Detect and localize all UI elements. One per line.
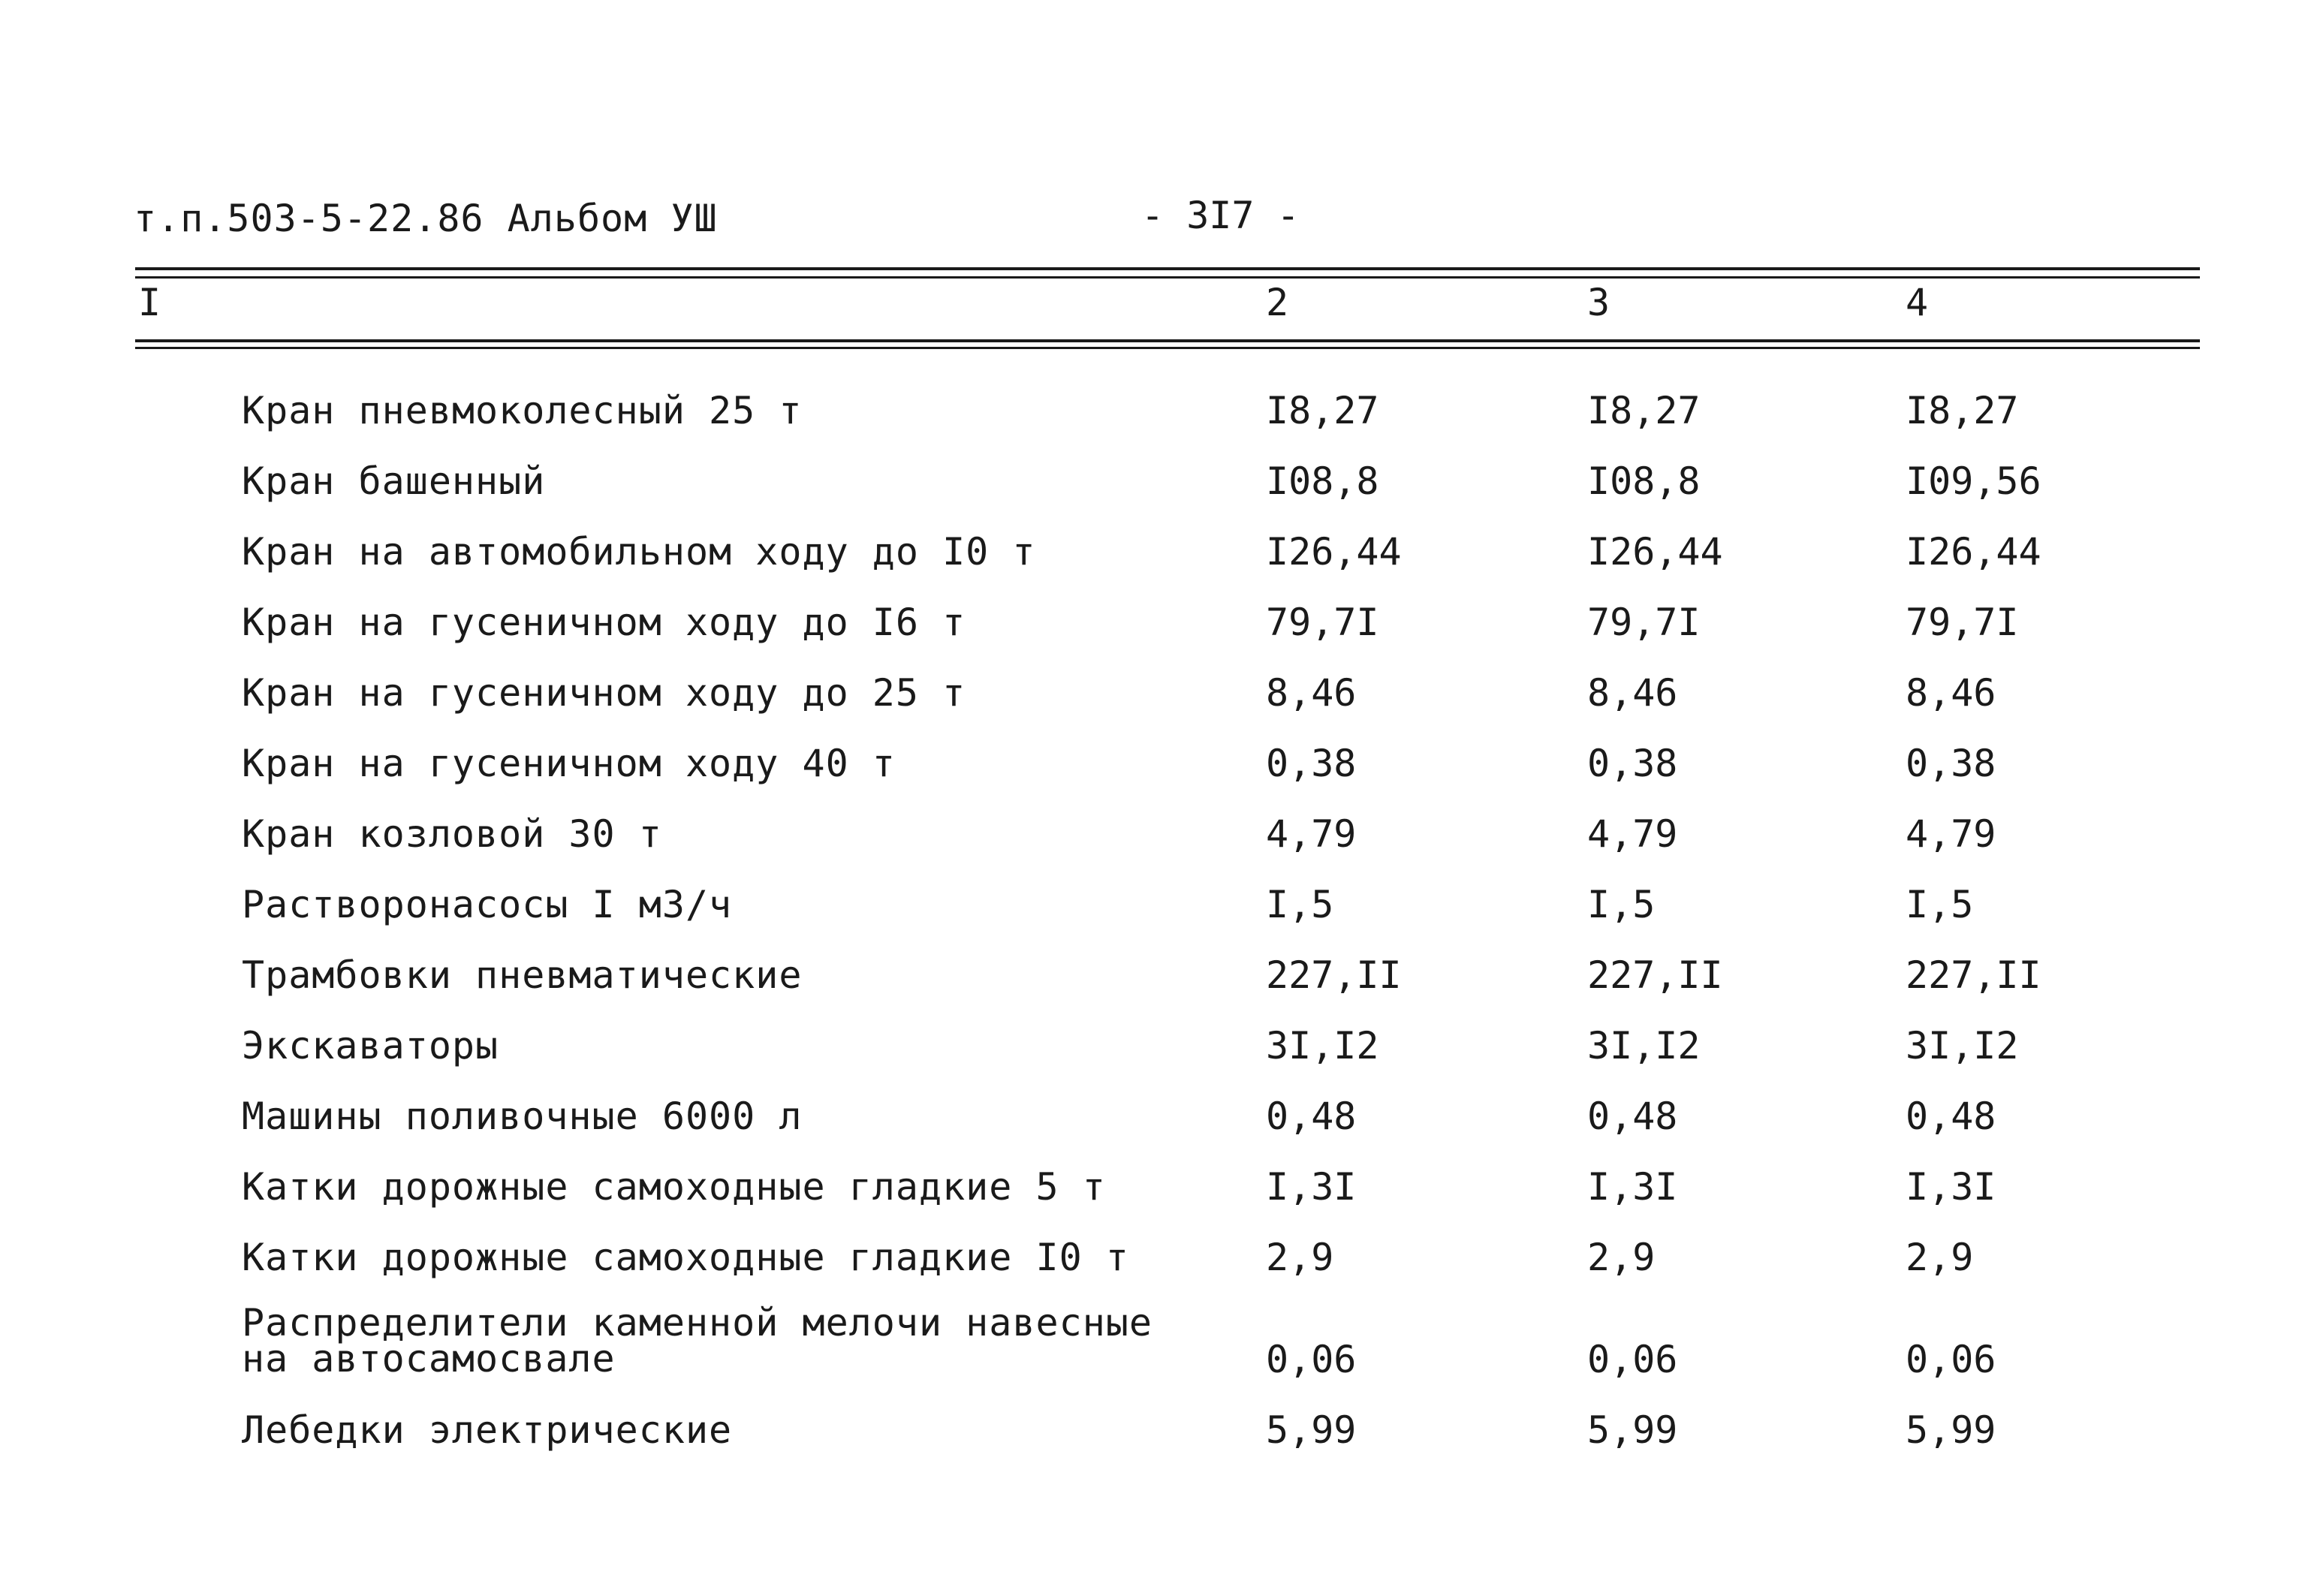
value-col-4: 0,48	[1906, 1095, 1996, 1138]
value-col-4: 79,7I	[1906, 601, 2019, 644]
value-col-4: 0,06	[1906, 1338, 1996, 1381]
equipment-name: Катки дорожные самоходные гладкие 5 т	[242, 1165, 1106, 1209]
equipment-name: Лебедки электрические	[242, 1408, 733, 1452]
value-col-2: 5,99	[1266, 1408, 1357, 1452]
value-col-2: 4,79	[1266, 812, 1357, 856]
value-col-3: I8,27	[1587, 389, 1701, 432]
value-col-3: I,5	[1587, 883, 1656, 926]
column-header-1: I	[138, 281, 161, 324]
value-col-2: 8,46	[1266, 671, 1357, 715]
value-col-3: 0,06	[1587, 1338, 1678, 1381]
value-col-4: 0,38	[1906, 742, 1996, 785]
value-col-2: 79,7I	[1266, 601, 1379, 644]
value-col-3: 5,99	[1587, 1408, 1678, 1452]
value-col-3: I08,8	[1587, 459, 1701, 503]
value-col-2: 227,II	[1266, 953, 1402, 997]
value-col-3: 2,9	[1587, 1236, 1656, 1279]
value-col-4: I8,27	[1906, 389, 2019, 432]
equipment-name: Кран на гусеничном ходу 40 т	[242, 742, 896, 785]
value-col-4: 5,99	[1906, 1408, 1996, 1452]
value-col-4: 3I,I2	[1906, 1024, 2019, 1068]
equipment-name: Кран башенный	[242, 459, 546, 503]
header-bottom-rule	[135, 339, 2200, 342]
value-col-2: I,3I	[1266, 1165, 1357, 1209]
value-col-3: 3I,I2	[1587, 1024, 1701, 1068]
value-col-2: 3I,I2	[1266, 1024, 1379, 1068]
value-col-4: I09,56	[1906, 459, 2041, 503]
value-col-2: I,5	[1266, 883, 1334, 926]
value-col-3: 79,7I	[1587, 601, 1701, 644]
equipment-name: Машины поливочные 6000 л	[242, 1095, 803, 1138]
column-header-2: 2	[1266, 281, 1289, 324]
column-header-4: 4	[1906, 281, 1929, 324]
value-col-3: 0,38	[1587, 742, 1678, 785]
value-col-4: 8,46	[1906, 671, 1996, 715]
value-col-3: 8,46	[1587, 671, 1678, 715]
value-col-3: I,3I	[1587, 1165, 1678, 1209]
value-col-2: I8,27	[1266, 389, 1379, 432]
equipment-name-line-2: на автосамосвале	[242, 1337, 616, 1381]
equipment-name-line-1: Распределители каменной мелочи навесные	[242, 1301, 1152, 1345]
value-col-4: I26,44	[1906, 530, 2041, 574]
value-col-4: 2,9	[1906, 1236, 1974, 1279]
value-col-3: 227,II	[1587, 953, 1723, 997]
equipment-name: Экскаваторы	[242, 1024, 499, 1068]
value-col-3: 0,48	[1587, 1095, 1678, 1138]
table-top-rule-secondary	[135, 276, 2200, 279]
value-col-4: 4,79	[1906, 812, 1996, 856]
value-col-4: 227,II	[1906, 953, 2041, 997]
value-col-3: I26,44	[1587, 530, 1723, 574]
value-col-2: 0,48	[1266, 1095, 1357, 1138]
value-col-2: 2,9	[1266, 1236, 1334, 1279]
equipment-name: Кран на автомобильном ходу до I0 т	[242, 530, 1036, 574]
value-col-2: 0,38	[1266, 742, 1357, 785]
equipment-name: Кран на гусеничном ходу до 25 т	[242, 671, 966, 715]
equipment-name	[242, 1301, 1152, 1381]
document-reference: т.п.503-5-22.86 Альбом УШ	[134, 197, 718, 240]
equipment-name: Кран козловой 30 т	[242, 812, 662, 856]
page-number: - 3I7 -	[1141, 194, 1300, 237]
value-col-2: I26,44	[1266, 530, 1402, 574]
value-col-2: I08,8	[1266, 459, 1379, 503]
equipment-name: Трамбовки пневматические	[242, 953, 803, 997]
equipment-name: Кран пневмоколесный 25 т	[242, 389, 803, 432]
equipment-name: Кран на гусеничном ходу до I6 т	[242, 601, 966, 644]
column-header-3: 3	[1587, 281, 1610, 324]
equipment-name: Растворонасосы I м3/ч	[242, 883, 733, 926]
value-col-2: 0,06	[1266, 1338, 1357, 1381]
value-col-4: I,5	[1906, 883, 1974, 926]
equipment-name: Катки дорожные самоходные гладкие I0 т	[242, 1236, 1129, 1279]
value-col-3: 4,79	[1587, 812, 1678, 856]
value-col-4: I,3I	[1906, 1165, 1996, 1209]
header-bottom-rule-secondary	[135, 347, 2200, 349]
table-top-rule	[135, 267, 2200, 270]
